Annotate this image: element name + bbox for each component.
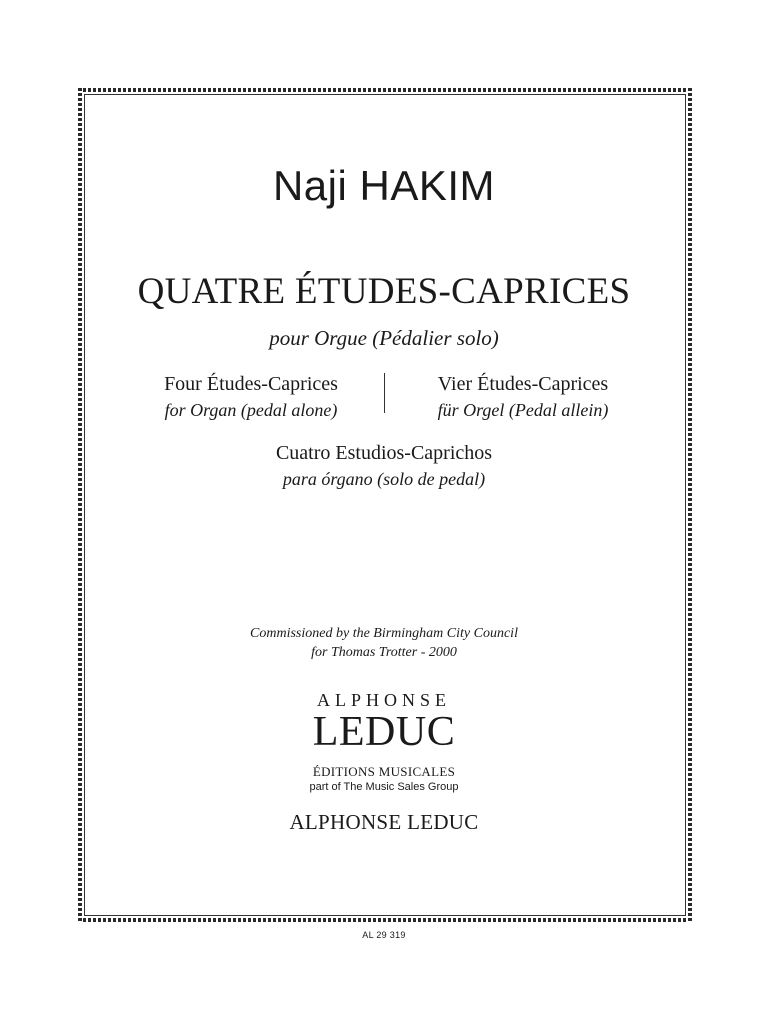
publisher-logo-main: LEDUC bbox=[312, 709, 456, 755]
work-title: QUATRE ÉTUDES-CAPRICES bbox=[137, 271, 631, 312]
german-title-block bbox=[392, 372, 654, 421]
english-title-block bbox=[120, 372, 382, 421]
german-subtitle: für Orgel (Pedal allein) bbox=[437, 400, 609, 420]
title-divider bbox=[384, 373, 385, 413]
german-title: Vier Études-Caprices bbox=[437, 373, 609, 395]
spanish-subtitle: para órgano (solo de pedal) bbox=[282, 469, 486, 489]
composer-name: Naji HAKIM bbox=[272, 162, 496, 209]
work-subtitle: pour Orgue (Pédalier solo) bbox=[269, 326, 499, 350]
border-left bbox=[78, 88, 82, 922]
border-top bbox=[78, 88, 692, 92]
english-title: Four Études-Caprices bbox=[164, 373, 338, 395]
publisher-logo-top: ALPHONSE bbox=[316, 690, 451, 710]
publisher-name: ALPHONSE LEDUC bbox=[289, 810, 479, 834]
publisher-group: part of The Music Sales Group bbox=[309, 781, 459, 793]
border-bottom bbox=[78, 918, 692, 922]
commission-line-2: for Thomas Trotter - 2000 bbox=[311, 645, 457, 660]
commission-line-1: Commissioned by the Birmingham City Council bbox=[250, 626, 518, 641]
catalog-number: AL 29 319 bbox=[362, 930, 406, 940]
spanish-title: Cuatro Estudios-Caprichos bbox=[275, 442, 493, 464]
english-subtitle: for Organ (pedal alone) bbox=[164, 400, 338, 420]
publisher-editions: ÉDITIONS MUSICALES bbox=[312, 764, 456, 779]
border-right bbox=[688, 88, 692, 922]
